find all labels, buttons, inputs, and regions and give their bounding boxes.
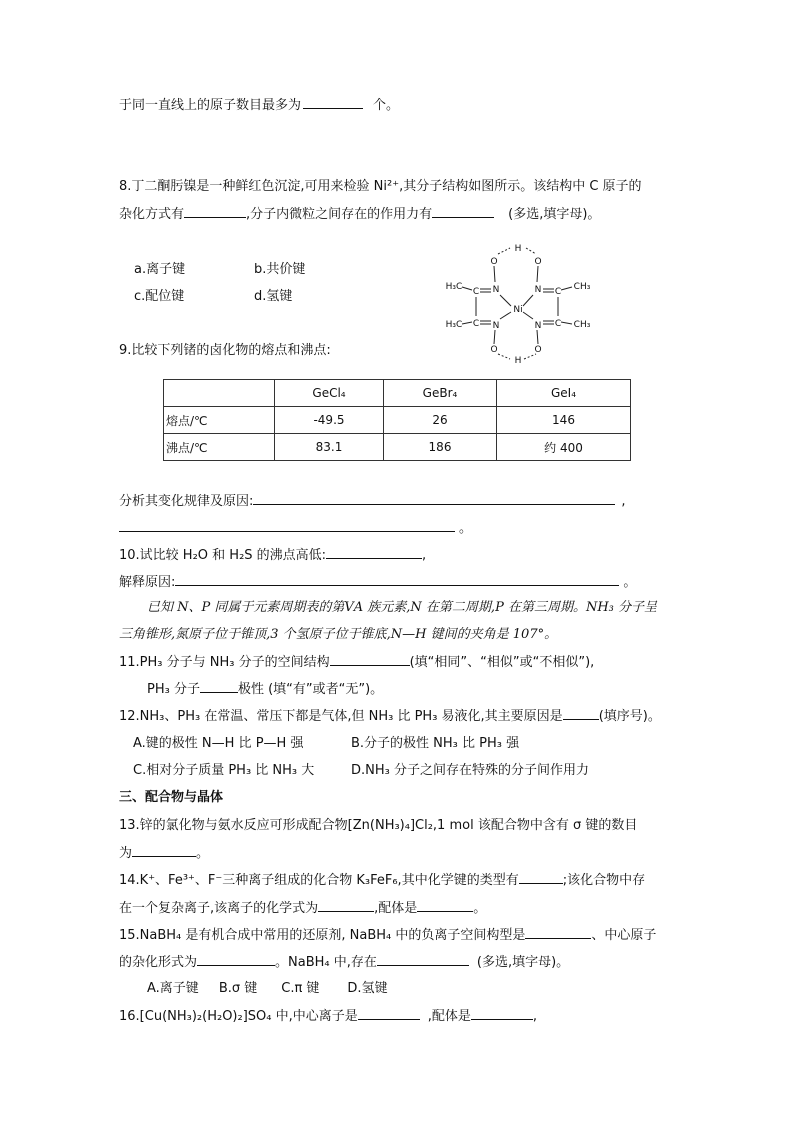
table-cell: 约 400 [497,434,631,461]
q8-line2-b: ,分子内微粒之间存在的作用力有 [246,207,433,222]
answer-blank[interactable] [200,680,238,693]
q16-text-c: , [532,1009,538,1024]
q9-title: 9.比较下列锗的卤化物的熔点和沸点: [119,343,331,358]
q9-analysis-comma: , [621,494,626,509]
mol-label-o: O [534,345,542,355]
q11-line2-a: PH₃ 分子 [147,682,200,697]
q13-line2 [119,844,209,863]
answer-blank[interactable] [184,205,246,218]
table-header-cell: GeBr₄ [384,380,497,407]
q16-line1 [119,1007,537,1026]
answer-blank[interactable] [432,205,494,218]
q11-line1 [119,653,594,672]
answer-blank[interactable] [377,953,469,966]
q15-line2-b: 。NaBH₄ 中,存在 [275,955,377,970]
mol-label-n: N [534,285,542,295]
q12-option-b: B.分子的极性 NH₃ 比 PH₃ 强 [351,736,520,751]
q12-option-c: C.相对分子质量 PH₃ 比 NH₃ 大 [133,763,315,778]
q14-line2-b: ,配体是 [374,901,418,916]
q8-option-c: c.配位键 [134,289,185,304]
q14-line2-a: 在一个复杂离子,该离子的化学式为 [119,901,319,916]
mol-label-c: C [472,287,480,297]
q12-option-d: D.NH₃ 分子之间存在特殊的分子间作用力 [351,763,589,778]
section-title: 三、配合物与晶体 [119,790,224,805]
answer-blank[interactable] [175,573,619,586]
q10-text: 10.试比较 H₂O 和 H₂S 的沸点高低: [119,548,327,563]
q14-text-b: ;该化合物中存 [562,873,646,888]
mol-label-n: N [534,321,542,331]
table-cell: -49.5 [275,407,384,434]
q8-option-a: a.离子键 [134,262,186,277]
q12-line1 [119,707,661,726]
q10-comma: , [422,548,427,563]
table-header-cell: GeI₄ [497,380,631,407]
answer-blank[interactable] [318,899,374,912]
table-cell: 83.1 [275,434,384,461]
germanium-halides-table [163,379,631,461]
q11-line2-b: 极性 (填“有”或者“无”)。 [237,682,384,697]
q9-analysis-line2 [119,519,472,538]
mol-label-h: H [514,244,522,254]
q16-text-a: 16.[Cu(NH₃)₂(H₂O)₂]SO₄ 中,中心离子是 [119,1009,358,1024]
mol-label-ch3: CH₃ [573,320,591,330]
q15-option-d: D.氢键 [347,981,388,996]
q8-line2-a: 杂化方式有 [119,207,185,222]
table-cell: 186 [384,434,497,461]
answer-blank[interactable] [519,871,563,884]
mol-label-c: C [554,287,562,297]
q15-option-c: C.π 键 [281,981,320,996]
answer-blank[interactable] [119,519,455,532]
q15-line2-a: 的杂化形式为 [119,955,198,970]
answer-blank[interactable] [132,844,196,857]
q7-continuation [119,96,399,115]
table-cell: 熔点/℃ [164,407,275,434]
q15-line1 [119,926,656,945]
mol-label-c: C [554,319,562,329]
q9-analysis-period: 。 [459,521,473,536]
q14-text-a: 14.K⁺、Fe³⁺、F⁻三种离子组成的化合物 K₃FeF₆,其中化学键的类型有 [119,873,519,888]
answer-blank[interactable] [471,1007,533,1020]
mol-label-o: O [534,257,542,267]
q13-line1: 13.锌的氯化物与氨水反应可形成配合物[Zn(NH₃)₄]Cl₂,1 mol 该配合物中含有 σ 键的数目 [119,818,638,833]
q15-option-b: B.σ 键 [218,981,258,996]
mol-label-o: O [490,345,498,355]
mol-label-ni: Ni [513,305,523,315]
q7-end: 个。 [373,98,400,113]
q12-option-a: A.键的极性 N—H 比 P—H 强 [133,736,304,751]
q16-text-b: ,配体是 [427,1009,471,1024]
table-header-row [164,380,631,407]
q8-line1: 8.丁二酮肟镍是一种鲜红色沉淀,可用来检验 Ni²⁺,其分子结构如图所示。该结构中 C 原子的 [119,179,642,194]
q15-text-a: 15.NaBH₄ 是有机合成中常用的还原剂, NaBH₄ 中的负离子空间构型是 [119,928,526,943]
q15-line2-c: (多选,填字母)。 [476,955,570,970]
q9-analysis-label: 分析其变化规律及原因: [119,494,254,509]
q15-option-a: A.离子键 [147,981,199,996]
answer-blank[interactable] [330,653,410,666]
table-cell: 26 [384,407,497,434]
q10-line2 [119,573,636,592]
mol-label-n: N [492,321,500,331]
mol-label-ch3: CH₃ [573,282,591,292]
answer-blank[interactable] [358,1007,420,1020]
table-cell: 沸点/℃ [164,434,275,461]
q7-text: 于同一直线上的原子数目最多为 [119,98,302,113]
mol-label-h3c: H₃C [445,320,463,330]
answer-blank[interactable] [326,546,422,559]
answer-blank[interactable] [197,953,275,966]
q8-line2-c: (多选,填字母)。 [508,207,601,222]
mol-label-h3c: H₃C [445,282,463,292]
q12-text-b: (填序号)。 [598,709,661,724]
q9-analysis-line1 [119,492,626,511]
answer-blank[interactable] [563,707,599,720]
answer-blank[interactable] [525,926,591,939]
q8-option-b: b.共价键 [254,262,306,277]
q10-line1 [119,546,426,565]
q14-line2-c: 。 [473,901,487,916]
mol-label-h: H [514,356,522,365]
q11-line2 [147,680,383,699]
q11-text-b: (填“相同”、“相似”或“不相似”), [409,655,595,670]
table-header-cell [164,380,275,407]
mol-label-c: C [472,319,480,329]
q8-option-d: d.氢键 [254,289,293,304]
table-header-cell: GeCl₄ [275,380,384,407]
q10-period: 。 [623,575,637,590]
table-row [164,434,631,461]
q11-text-a: 11.PH₃ 分子与 NH₃ 分子的空间结构 [119,655,330,670]
passage-line2: 三角锥形,氮原子位于锥顶,3 个氢原子位于锥底,N—H 键间的夹角是 107°。 [119,627,558,642]
table-row [164,407,631,434]
q15-text-b: 、中心原子 [591,928,657,943]
mol-label-o: O [490,257,498,267]
table-cell: 146 [497,407,631,434]
q8-line2 [119,205,600,224]
q13-text-b: 。 [196,846,210,861]
mol-label-n: N [492,285,500,295]
answer-blank[interactable] [417,899,473,912]
q15-options [147,980,388,998]
answer-blank[interactable] [253,492,615,505]
q12-text-a: 12.NH₃、PH₃ 在常温、常压下都是气体,但 NH₃ 比 PH₃ 易液化,其主要原因是 [119,709,563,724]
q10-reason-label: 解释原因: [119,575,176,590]
q14-line2 [119,899,486,918]
nickel-dimethylglyoxime-structure [438,240,598,365]
q13-text-a: 为 [119,846,133,861]
passage-line1: 已知 N、P 同属于元素周期表的第ⅤA 族元素,N 在第二周期,P 在第三周期。NH₃ 分子呈 [147,600,658,615]
q15-line2 [119,953,569,972]
q14-line1 [119,871,645,890]
answer-blank[interactable] [303,96,363,109]
